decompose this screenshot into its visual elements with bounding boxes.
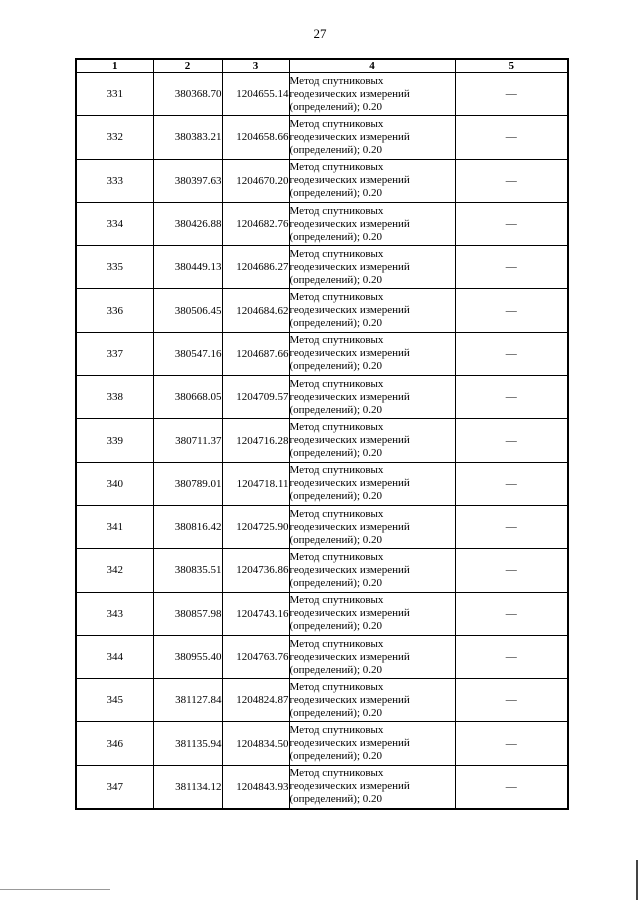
x-coordinate-cell: 380449.13 [153,246,222,289]
column-5-cell: — [455,332,568,375]
method-cell [289,549,455,592]
header-col-5: 5 [455,59,568,73]
method-text-line: Метод спутниковых [289,377,384,390]
y-coordinate-cell: 1204686.27 [222,246,289,289]
column-5-cell: — [455,722,568,765]
y-coordinate-cell: 1204824.87 [222,679,289,722]
method-cell [289,505,455,548]
column-5-cell: — [455,679,568,722]
x-coordinate-cell: 380711.37 [153,419,222,462]
method-text-line: Метод спутниковых [289,767,384,780]
method-text-line: Метод спутниковых [289,247,384,260]
method-text-line: геодезических измерений [289,650,410,663]
y-coordinate-cell: 1204709.57 [222,376,289,419]
point-number-cell: 339 [76,419,153,462]
table-row [76,246,568,289]
header-col-1: 1 [76,59,153,73]
table-row [76,592,568,635]
method-text-line: (определений); 0.20 [289,620,383,633]
x-coordinate-cell: 380368.70 [153,73,222,116]
x-coordinate-cell: 380789.01 [153,462,222,505]
column-5-cell: — [455,202,568,245]
table-row [76,549,568,592]
method-cell [289,159,455,202]
method-text-line: (определений); 0.20 [289,273,383,286]
column-5-cell: — [455,505,568,548]
point-number-cell: 347 [76,765,153,808]
point-number-cell: 346 [76,722,153,765]
table-row [76,505,568,548]
method-cell [289,332,455,375]
method-text-line: (определений); 0.20 [289,360,383,373]
method-cell [289,289,455,332]
method-text-line: (определений); 0.20 [289,143,383,156]
y-coordinate-cell: 1204682.76 [222,202,289,245]
method-text-line: геодезических измерений [289,390,410,403]
table-row [76,332,568,375]
y-coordinate-cell: 1204658.66 [222,116,289,159]
x-coordinate-cell: 380383.21 [153,116,222,159]
column-5-cell: — [455,462,568,505]
column-5-cell: — [455,246,568,289]
y-coordinate-cell: 1204718.11 [222,462,289,505]
x-coordinate-cell: 381127.84 [153,679,222,722]
method-text-line: геодезических измерений [289,563,410,576]
column-5-cell: — [455,376,568,419]
table-row [76,679,568,722]
x-coordinate-cell: 380426.88 [153,202,222,245]
method-text-line: Метод спутниковых [289,464,384,477]
column-5-cell: — [455,73,568,116]
method-text-line: Метод спутниковых [289,594,384,607]
table-row [76,635,568,678]
method-text-line: (определений); 0.20 [289,490,383,503]
method-text-line: Метод спутниковых [289,161,384,174]
scan-edge-mark [636,860,638,900]
method-text-line: геодезических измерений [289,87,410,100]
method-cell [289,246,455,289]
y-coordinate-cell: 1204687.66 [222,332,289,375]
column-5-cell: — [455,419,568,462]
table-row [76,116,568,159]
method-cell [289,679,455,722]
x-coordinate-cell: 380857.98 [153,592,222,635]
coordinates-table [75,58,569,810]
y-coordinate-cell: 1204725.90 [222,505,289,548]
point-number-cell: 345 [76,679,153,722]
column-5-cell: — [455,549,568,592]
point-number-cell: 340 [76,462,153,505]
method-text-line: геодезических измерений [289,130,410,143]
method-text-line: геодезических измерений [289,174,410,187]
method-text-line: Метод спутниковых [289,637,384,650]
y-coordinate-cell: 1204684.62 [222,289,289,332]
method-cell [289,722,455,765]
method-text-line: (определений); 0.20 [289,187,383,200]
point-number-cell: 343 [76,592,153,635]
method-text-line: (определений); 0.20 [289,317,383,330]
x-coordinate-cell: 380547.16 [153,332,222,375]
point-number-cell: 332 [76,116,153,159]
column-5-cell: — [455,289,568,332]
method-text-line: геодезических измерений [289,477,410,490]
point-number-cell: 338 [76,376,153,419]
method-text-line: геодезических измерений [289,693,410,706]
method-text-line: геодезических измерений [289,434,410,447]
table-header-row [76,59,568,73]
method-text-line: (определений); 0.20 [289,230,383,243]
point-number-cell: 344 [76,635,153,678]
y-coordinate-cell: 1204670.20 [222,159,289,202]
method-cell [289,73,455,116]
table-body [76,73,568,809]
y-coordinate-cell: 1204716.28 [222,419,289,462]
point-number-cell: 337 [76,332,153,375]
x-coordinate-cell: 380668.05 [153,376,222,419]
point-number-cell: 335 [76,246,153,289]
method-text-line: Метод спутниковых [289,507,384,520]
method-cell [289,592,455,635]
column-5-cell: — [455,635,568,678]
method-text-line: (определений); 0.20 [289,100,383,113]
x-coordinate-cell: 380835.51 [153,549,222,592]
y-coordinate-cell: 1204843.93 [222,765,289,808]
method-text-line: (определений); 0.20 [289,706,383,719]
method-text-line: Метод спутниковых [289,117,384,130]
method-cell [289,376,455,419]
method-cell [289,419,455,462]
column-5-cell: — [455,159,568,202]
method-text-line: геодезических измерений [289,520,410,533]
method-text-line: геодезических измерений [289,607,410,620]
y-coordinate-cell: 1204834.50 [222,722,289,765]
header-col-4: 4 [289,59,455,73]
method-cell [289,635,455,678]
table-row [76,376,568,419]
method-text-line: (определений); 0.20 [289,750,383,763]
y-coordinate-cell: 1204743.16 [222,592,289,635]
method-text-line: Метод спутниковых [289,291,384,304]
point-number-cell: 331 [76,73,153,116]
method-text-line: геодезических измерений [289,260,410,273]
point-number-cell: 336 [76,289,153,332]
method-text-line: Метод спутниковых [289,204,384,217]
table-row [76,159,568,202]
point-number-cell: 341 [76,505,153,548]
method-text-line: геодезических измерений [289,304,410,317]
column-5-cell: — [455,765,568,808]
x-coordinate-cell: 381135.94 [153,722,222,765]
table-row [76,765,568,808]
method-text-line: Метод спутниковых [289,680,384,693]
method-text-line: геодезических измерений [289,217,410,230]
y-coordinate-cell: 1204763.76 [222,635,289,678]
x-coordinate-cell: 380816.42 [153,505,222,548]
method-cell [289,462,455,505]
table-row [76,289,568,332]
column-5-cell: — [455,592,568,635]
table-row [76,462,568,505]
x-coordinate-cell: 380506.45 [153,289,222,332]
footer-divider [0,889,110,890]
table-row [76,722,568,765]
method-text-line: геодезических измерений [289,347,410,360]
method-text-line: Метод спутниковых [289,724,384,737]
x-coordinate-cell: 380397.63 [153,159,222,202]
method-cell [289,765,455,808]
page-number: 27 [313,26,327,41]
method-text-line: (определений); 0.20 [289,793,383,806]
x-coordinate-cell: 381134.12 [153,765,222,808]
header-col-3: 3 [222,59,289,73]
header-col-2: 2 [153,59,222,73]
method-cell [289,202,455,245]
method-text-line: Метод спутниковых [289,421,384,434]
method-text-line: (определений); 0.20 [289,447,383,460]
y-coordinate-cell: 1204655.14 [222,73,289,116]
method-text-line: Метод спутниковых [289,550,384,563]
method-text-line: (определений); 0.20 [289,576,383,589]
method-text-line: Метод спутниковых [289,74,384,87]
method-text-line: Метод спутниковых [289,334,384,347]
column-5-cell: — [455,116,568,159]
method-cell [289,116,455,159]
method-text-line: геодезических измерений [289,737,410,750]
x-coordinate-cell: 380955.40 [153,635,222,678]
point-number-cell: 333 [76,159,153,202]
table-row [76,202,568,245]
method-text-line: (определений); 0.20 [289,663,383,676]
y-coordinate-cell: 1204736.86 [222,549,289,592]
method-text-line: (определений); 0.20 [289,403,383,416]
method-text-line: геодезических измерений [289,780,410,793]
point-number-cell: 342 [76,549,153,592]
table-row [76,73,568,116]
point-number-cell: 334 [76,202,153,245]
method-text-line: (определений); 0.20 [289,533,383,546]
table-row [76,419,568,462]
